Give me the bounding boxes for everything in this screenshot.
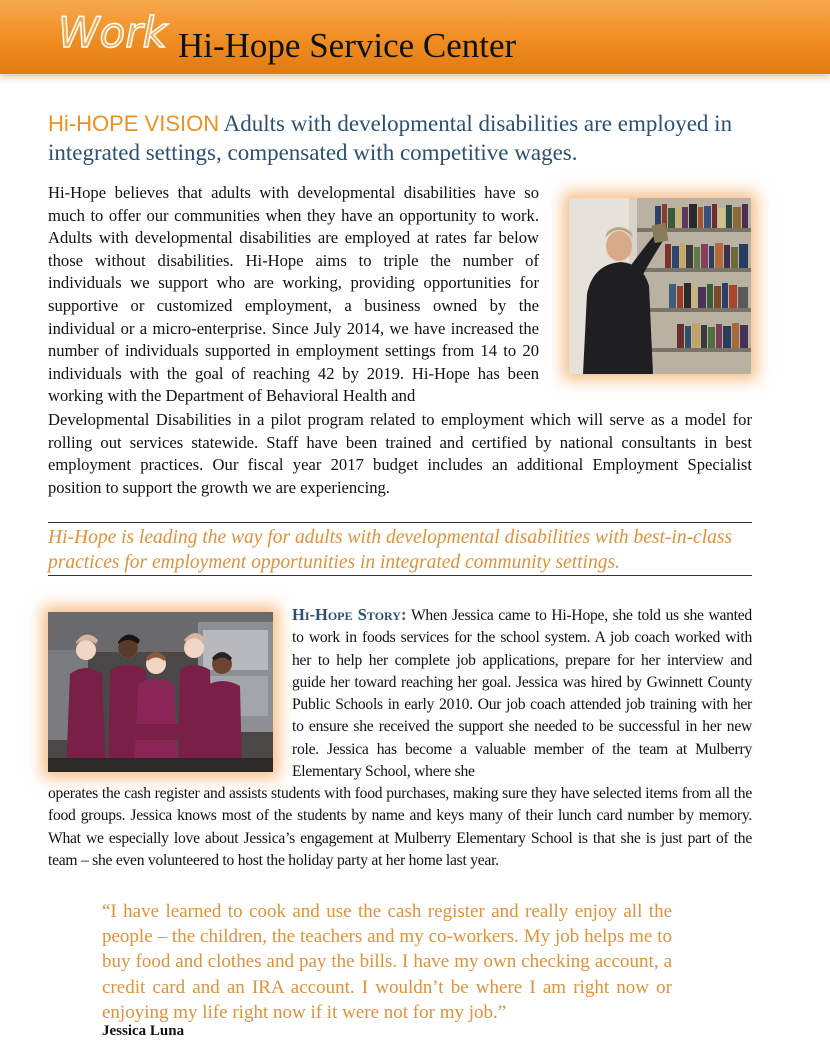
testimonial-quote: “I have learned to cook and use the cash register and really enjoy all the people – the children, the teachers and my co-workers. My job helps me to buy food and clothes and pay the bills. I have my own checking account, a credit card and an IRA account. I wouldn’t be where I am right now or enjoying my life right now if it were not for my job.” [102,901,672,1023]
story-paragraph [292,604,752,783]
callout-top-rule [48,522,752,523]
library-shelving-photo [569,198,751,374]
callout-statement: Hi-Hope is leading the way for adults with developmental disabilities with best-in-class practices for employment opportunities in integrated community settings. [48,527,733,573]
quote-author: Jessica Luna [102,1023,185,1039]
vision-text: Adults with developmental disabilities are employed in integrated settings, compensated with competitive wages. [48,111,733,165]
story-label: Hi-Hope Story: [292,605,407,624]
story-paragraph-continued: operates the cash register and assists students with food purchases, making sure they have selected items from all the food groups. Jessica knows most of the students by name and keys many of their lunch card number by memory. What we especially love about Jessica’s engagement at Mulberry Elementary School is that she is just part of the team – she even volunteered to host the holiday party at her home last year. [48,785,752,869]
page-title: Hi-Hope Service Center [178,26,517,65]
vision-label: Hi-HOPE VISION [48,111,220,136]
header-banner [0,0,830,74]
intro-paragraph: Hi-Hope believes that adults with developmental disabilities have so much to offer our communities when they have an opportunity to work. Adults with developmental disabilities are employed at rates far below those without disabilities. Hi-Hope aims to triple the number of individuals we support who are working, providing opportunities for supportive or customized employment, a business owned by the individual or a micro-enterprise. Since July 2014, we have increased the number of individuals supported in employment settings from 14 to 20 individuals with the goal of reaching 42 by 2019. Hi-Hope has been working with the Department of Behavioral Health and [48,183,539,406]
intro-paragraph-continued: Developmental Disabilities in a pilot program related to employment which will serve as a model for rolling out services statewide. Staff have been trained and certified by national consultants in best employment practices. Our fiscal year 2017 budget includes an additional Employment Specialist position to support the growth we are experiencing. [48,410,752,497]
cafeteria-team-photo [48,612,273,772]
story-text: When Jessica came to Hi-Hope, she told us she wanted to work in foods services for the school system. A job coach worked with her to help her complete job applications, prepare for her interview and guide her toward reaching her goal. Jessica was hired by Gwinnett County Public Schools in early 2010. Our job coach attended job training with her to ensure she received the support she needed to be successful in her new role. Jessica has become a valuable member of the team at Mulberry Elementary School, where she [292,607,752,781]
section-label: Work [58,8,167,57]
vision-statement [48,109,768,167]
callout-bottom-rule [48,575,752,576]
